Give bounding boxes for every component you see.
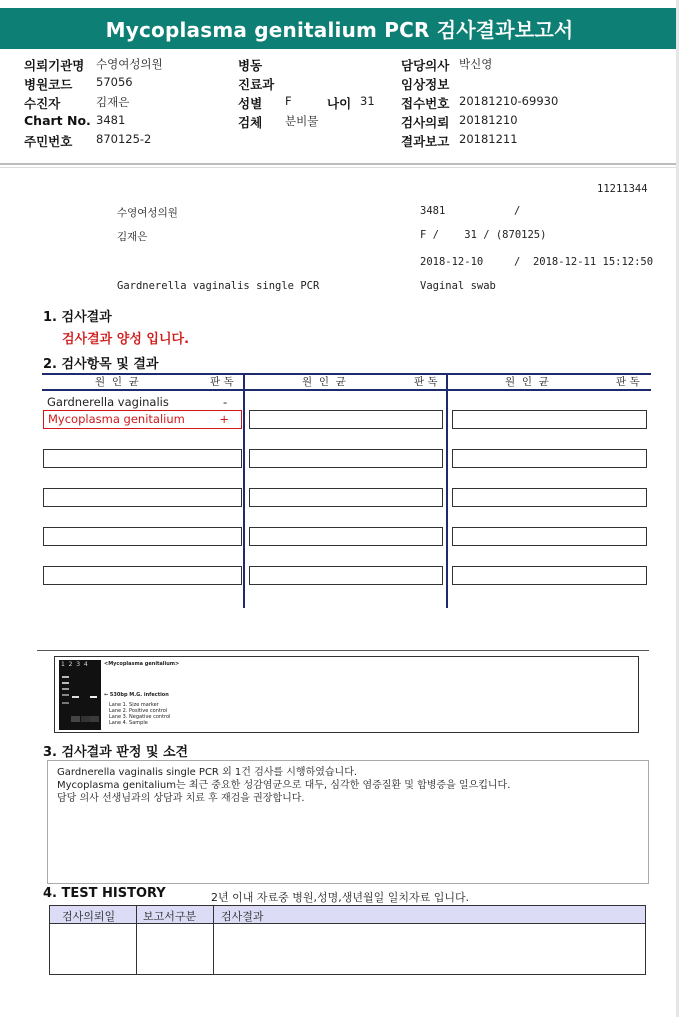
result-cell-empty [43, 449, 242, 468]
report-number: 11211344 [597, 183, 648, 195]
report-specimen: Vaginal swab [420, 280, 496, 292]
col-judgement-1: 판 독 [210, 376, 234, 388]
chart-no-value: 3481 [96, 113, 126, 127]
gel-image-box [54, 656, 639, 733]
report-clinic: 수영여성의원 [117, 207, 178, 219]
col-pathogen-1: 원 인 균 [95, 376, 139, 388]
grid-divider-1 [243, 373, 245, 608]
header-row-2 [0, 75, 679, 94]
request-date-value: 20181210 [459, 113, 518, 127]
report-date-value: 20181211 [459, 132, 518, 146]
doctor-label: 담당의사 [401, 58, 450, 73]
clinical-info-label: 임상정보 [401, 77, 450, 92]
resident-no-label: 주민번호 [24, 134, 73, 149]
header-row-3 [0, 94, 679, 113]
sex-label: 성별 [238, 96, 263, 111]
result-cell-empty [452, 488, 647, 507]
report-patient: 김재은 [117, 231, 148, 243]
result-cell-empty [249, 449, 443, 468]
results-grid [42, 373, 651, 608]
specimen-label: 검체 [238, 115, 263, 130]
ward-label: 병동 [238, 58, 263, 73]
header-row-4 [0, 113, 679, 132]
item-mycoplasma-mark: + [219, 412, 229, 426]
doctor-value: 박신영 [459, 57, 493, 71]
specimen-value: 분비물 [285, 114, 319, 128]
opinion-line-2: Mycoplasma genitalium는 최근 중요한 성감염균으로 대두, 심각한 염증질환 및 합병증을 일으킵니다. [57, 780, 511, 791]
section-2-title: 2. 검사항목 및 결과 [43, 357, 159, 372]
patient-label: 수진자 [24, 96, 61, 111]
gel-legend-2: Lane 2. Positive control [109, 708, 168, 714]
hospital-code-label: 병원코드 [24, 77, 73, 92]
gel-legend-3: Lane 3. Negative control [109, 714, 171, 720]
grid-head-line [42, 389, 651, 391]
header-row-1 [0, 56, 679, 75]
col-judgement-2: 판 독 [414, 376, 438, 388]
result-cell-empty [452, 410, 647, 429]
report-test-name: Gardnerella vaginalis single PCR [117, 280, 320, 292]
history-col-result: 검사결과 [221, 910, 264, 923]
section-4-title: 4. TEST HISTORY [43, 886, 166, 901]
hospital-code-value: 57056 [96, 75, 133, 89]
request-date-label: 검사의뢰 [401, 115, 450, 130]
result-cell-empty [452, 527, 647, 546]
history-table-header [50, 906, 645, 924]
section-separator [37, 650, 649, 651]
result-cell-empty [43, 488, 242, 507]
report-reported: / 2018-12-11 15:12:50 [514, 256, 654, 268]
col-pathogen-2: 원 인 균 [302, 376, 346, 388]
history-table [49, 905, 646, 975]
section-1-title: 1. 검사결과 [43, 310, 112, 325]
history-note: 2년 이내 자료중 병원,성명,생년월일 일치자료 입니다. [211, 891, 470, 904]
header-info [0, 56, 679, 156]
report-date-label: 결과보고 [401, 134, 450, 149]
col-judgement-3: 판 독 [616, 376, 640, 388]
result-cell-empty [43, 566, 242, 585]
result-cell-empty [249, 566, 443, 585]
col-pathogen-3: 원 인 균 [505, 376, 549, 388]
report-title: Mycoplasma genitalium PCR 검사결과보고서 [0, 8, 679, 49]
item-gardnerella-name: Gardnerella vaginalis [47, 395, 169, 409]
sex-value: F [285, 94, 292, 108]
header-row-5 [0, 132, 679, 151]
opinion-line-3: 담당 의사 선생님과의 상담과 치료 후 재검을 권장합니다. [57, 793, 305, 804]
result-cell-empty [452, 566, 647, 585]
result-cell-empty [249, 488, 443, 507]
gel-legend-4: Lane 4. Sample [109, 720, 148, 726]
result-cell-empty [249, 527, 443, 546]
grid-divider-2 [446, 373, 448, 608]
history-col-divider-2 [213, 906, 214, 974]
clinic-value: 수영여성의원 [96, 57, 163, 71]
item-gardnerella-mark: - [223, 395, 228, 409]
gel-band-label: ← 530bp M.G. infection [104, 692, 169, 698]
age-value: 31 [360, 94, 375, 108]
section-3-title: 3. 검사결과 판정 및 소견 [43, 745, 189, 760]
gel-lane-numbers: 1 2 3 4 [61, 661, 88, 668]
history-col-report-type: 보고서구분 [143, 910, 197, 923]
history-col-request-date: 검사의뢰일 [62, 910, 116, 923]
result-cell-empty [452, 449, 647, 468]
report-sex-age: F / 31 / (870125) [420, 229, 547, 241]
gel-bands [59, 660, 101, 730]
accession-label: 접수번호 [401, 96, 450, 111]
age-label: 나이 [327, 96, 352, 111]
report-paper [0, 168, 679, 1017]
accession-value: 20181210-69930 [459, 94, 559, 108]
result-cell-empty [43, 527, 242, 546]
clinic-label: 의뢰기관명 [24, 58, 85, 73]
result-cell-empty [249, 410, 443, 429]
header-divider [0, 163, 679, 165]
report-chart-separator: / [514, 205, 521, 217]
patient-value: 김재은 [96, 95, 130, 109]
report-received: 2018-12-10 [420, 256, 484, 268]
item-mycoplasma-cell [43, 410, 242, 429]
chart-no-label: Chart No. [24, 113, 91, 128]
positive-result: 검사결과 양성 입니다. [62, 332, 190, 347]
opinion-box [47, 760, 649, 884]
gel-heading: <Mycoplasma genitalium> [104, 661, 180, 667]
item-mycoplasma-name: Mycoplasma genitalium [48, 412, 185, 426]
resident-no-value: 870125-2 [96, 132, 152, 146]
report-chart: 3481 [420, 205, 446, 217]
opinion-line-1: Gardnerella vaginalis single PCR 외 1건 검사를 시행하였습니다. [57, 767, 358, 778]
department-label: 진료과 [238, 77, 275, 92]
gel-electrophoresis-image [59, 660, 101, 730]
gel-legend-1: Lane 1. Size marker [109, 702, 159, 708]
history-col-divider-1 [136, 906, 137, 974]
